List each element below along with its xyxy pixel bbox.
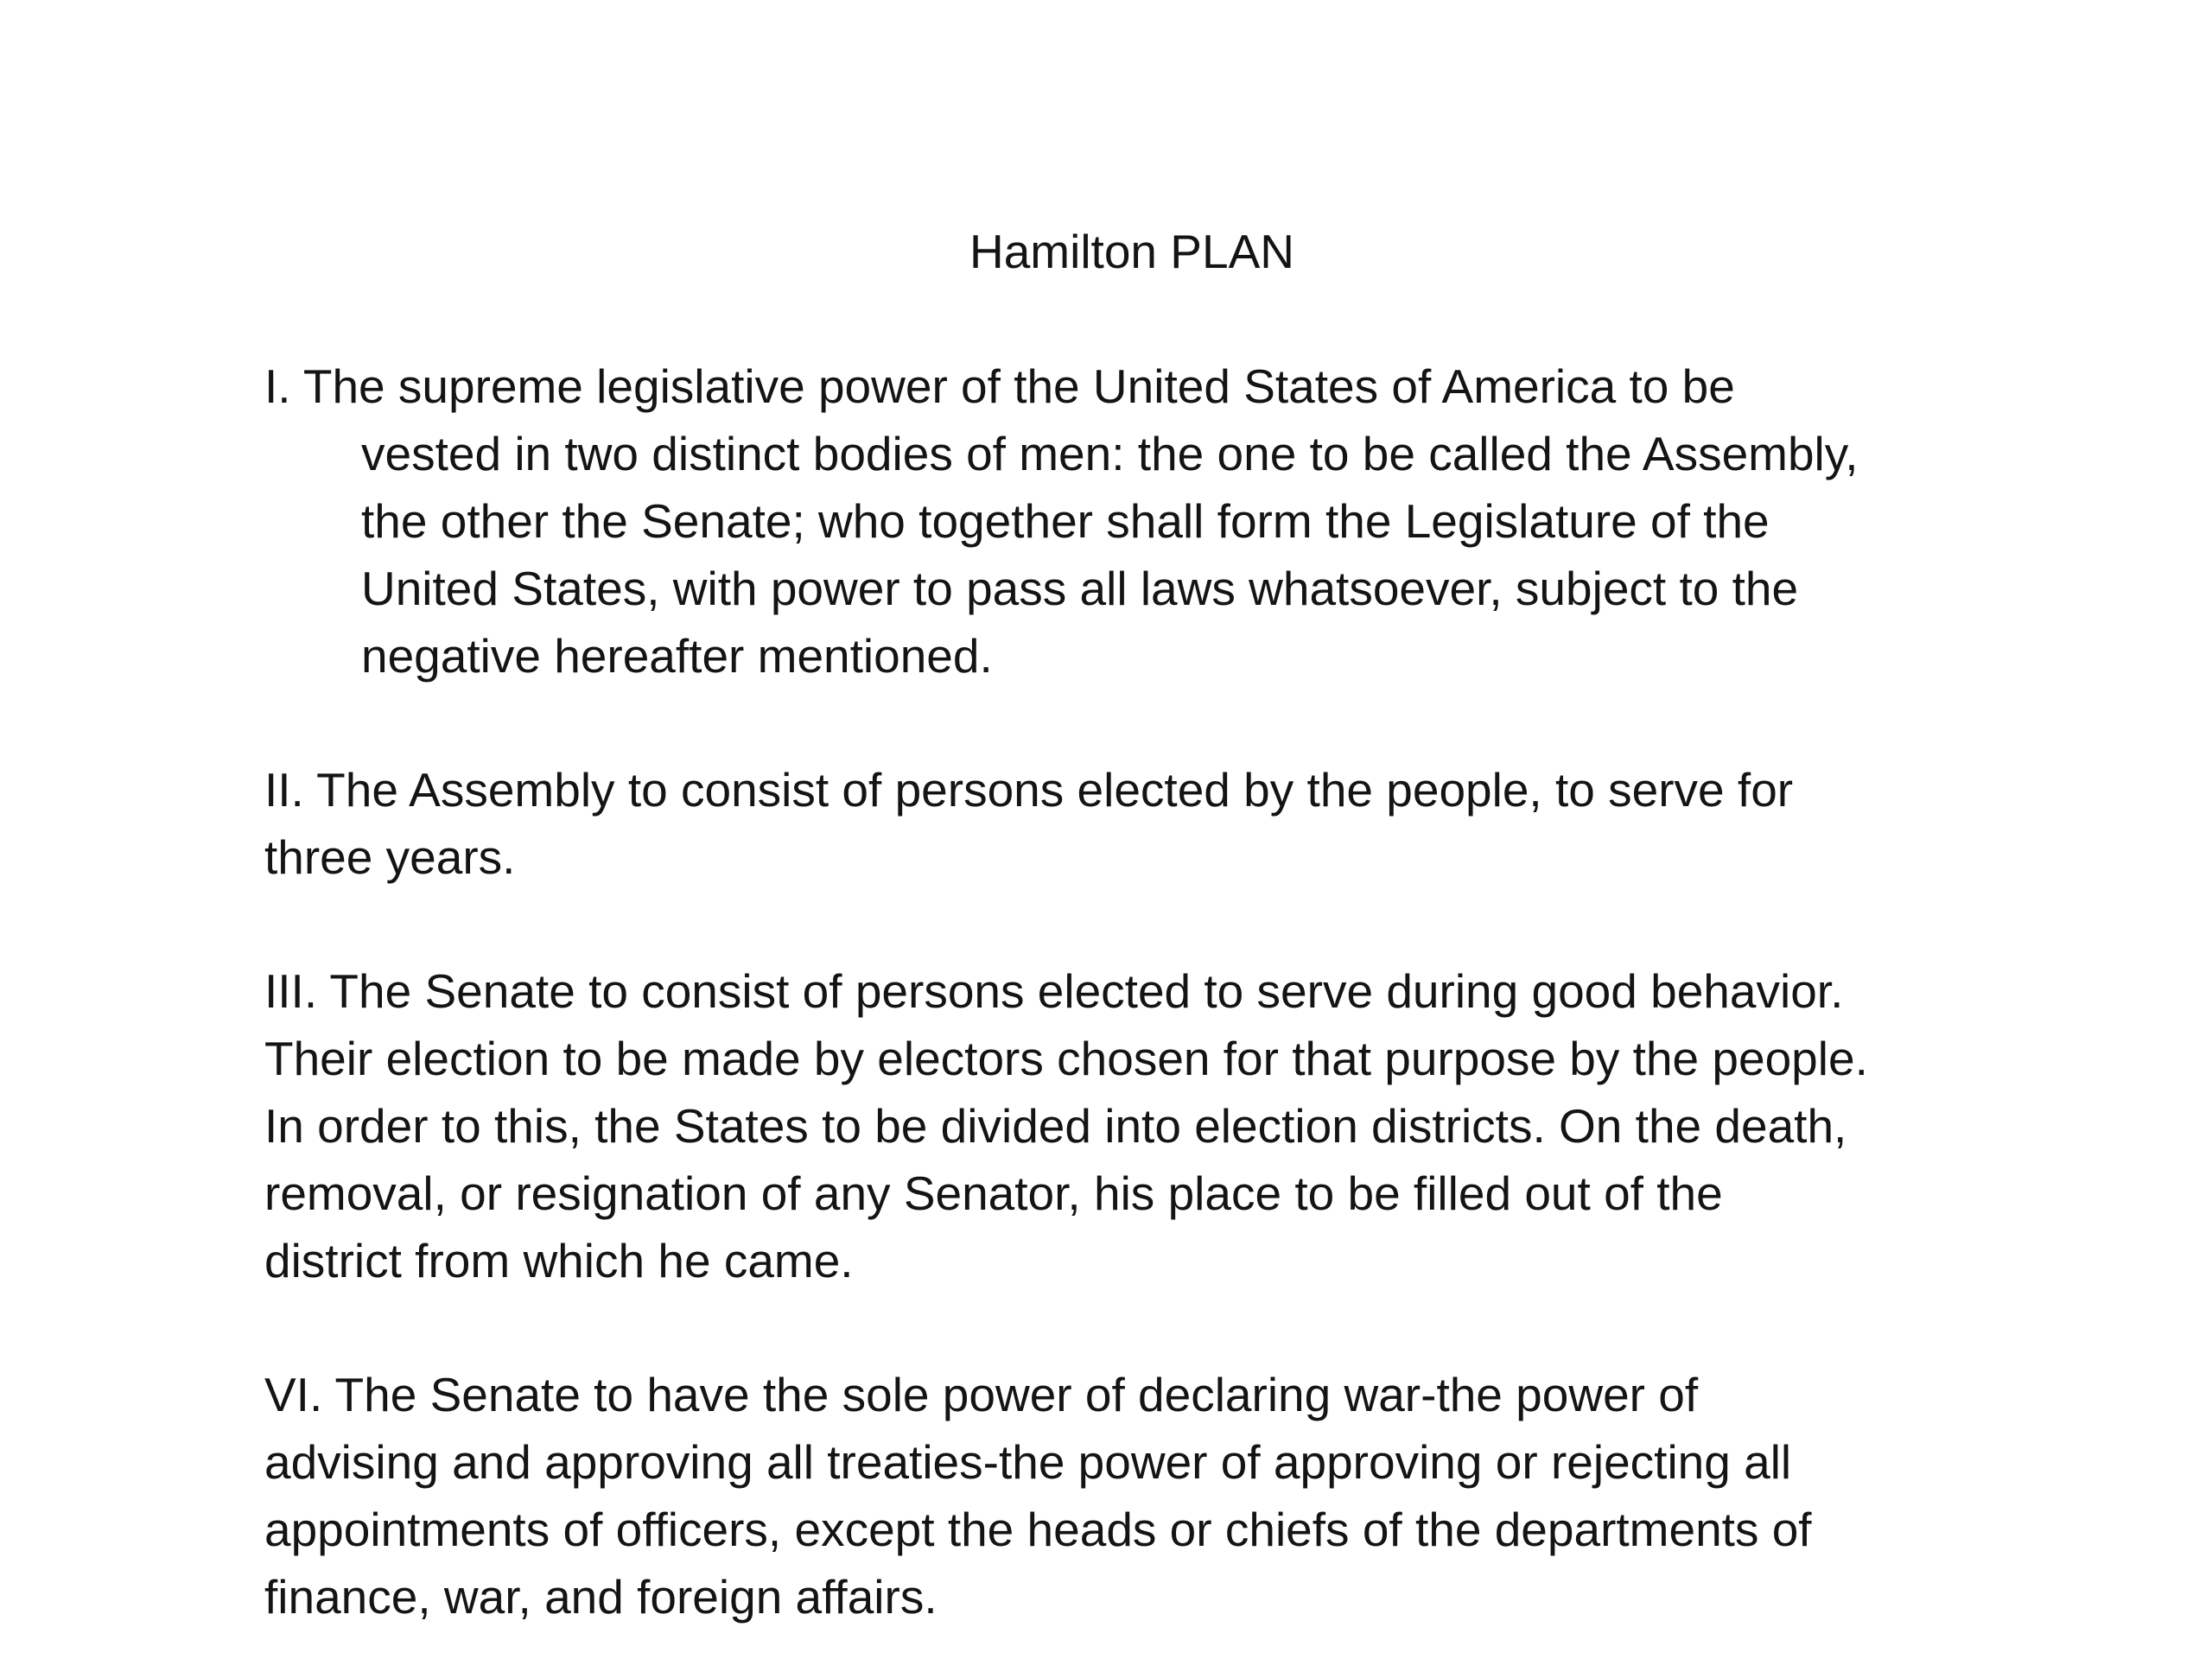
document-body (264, 353, 2079, 1630)
paragraph-line: I. The supreme legislative power of the United States of America to be (264, 359, 1735, 413)
paragraph-line: In order to this, the States to be divided into election districts. On the death, (264, 1099, 1847, 1153)
paragraph-3 (264, 957, 2079, 1294)
paragraph-line: appointments of officers, except the heads or chiefs of the departments of (264, 1503, 1812, 1556)
paragraph-line: removal, or resignation of any Senator, his place to be filled out of the (264, 1166, 1723, 1220)
paragraph-line: United States, with power to pass all laws whatsoever, subject to the (361, 562, 1799, 615)
paragraph-line: VI. The Senate to have the sole power of declaring war-the power of (264, 1368, 1699, 1421)
paragraph-1 (264, 353, 2079, 690)
paragraph-line: III. The Senate to consist of persons elected to serve during good behavior. (264, 964, 1844, 1018)
paragraph-line: district from which he came. (264, 1234, 854, 1287)
paragraph-line: vested in two distinct bodies of men: the one to be called the Assembly, (361, 427, 1859, 480)
paragraph-line: II. The Assembly to consist of persons elected by the people, to serve for (264, 763, 1794, 817)
document-title: Hamilton PLAN (969, 225, 1294, 278)
paragraph-line: Their election to be made by electors chosen for that purpose by the people. (264, 1032, 1868, 1085)
paragraph-line: the other the Senate; who together shall form the Legislature of the (361, 494, 1770, 548)
paragraph-line: finance, war, and foreign affairs. (264, 1570, 938, 1624)
paragraph-4 (264, 1361, 2079, 1630)
paragraph-line: advising and approving all treaties-the power of approving or rejecting all (264, 1435, 1792, 1489)
paragraph-line: three years. (264, 830, 516, 884)
paragraph-line: negative hereafter mentioned. (361, 629, 993, 683)
paragraph-2 (264, 756, 2079, 891)
